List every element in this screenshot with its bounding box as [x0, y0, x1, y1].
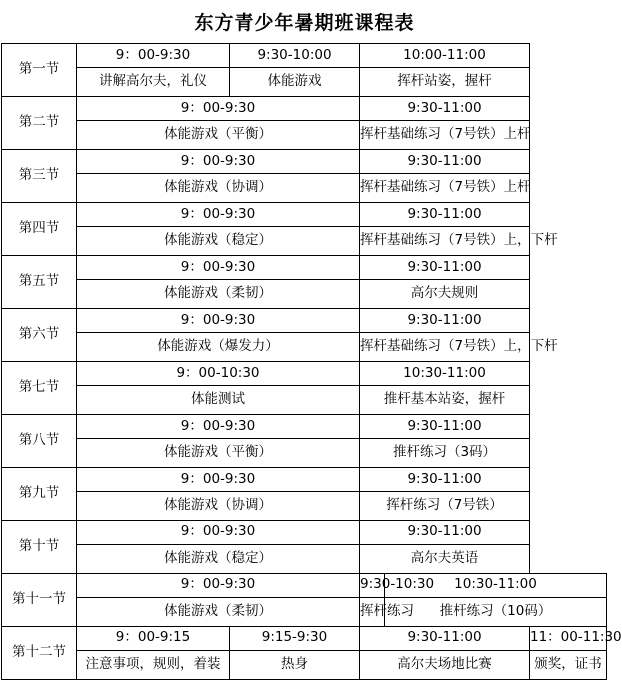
slot-time: 9：00-9:30	[77, 467, 360, 491]
slot-time: 9：00-10:30	[77, 361, 360, 385]
table-row	[2, 573, 607, 597]
slot-time: 9：00-9:30	[77, 44, 230, 68]
slot-activity: 体能游戏（柔韧）	[77, 279, 360, 308]
slot-activity: 体能游戏（稳定）	[77, 544, 360, 573]
section-label: 第七节	[2, 361, 77, 414]
slot-time: 9:30-11:00	[360, 96, 530, 120]
table-row	[2, 491, 607, 520]
schedule-title: 东方青少年暑期班课程表	[194, 12, 415, 34]
slot-time: 9:30-11:00	[360, 467, 530, 491]
table-row	[2, 544, 607, 573]
table-row	[2, 650, 607, 679]
slot-time: 9：00-9:30	[77, 573, 360, 597]
slot-time: 9：00-9:15	[77, 626, 230, 650]
section-label: 第四节	[2, 202, 77, 255]
slot-activity: 推杆练习（10码）	[385, 597, 607, 626]
slot-activity: 体能游戏（协调）	[77, 173, 360, 202]
table-row	[2, 597, 607, 626]
slot-activity: 体能测试	[77, 385, 360, 414]
schedule-table	[1, 43, 622, 680]
section-label: 第一节	[2, 44, 77, 97]
slot-time: 9:30-11:00	[360, 626, 530, 650]
slot-time: 9：00-9:30	[77, 202, 360, 226]
table-row	[2, 202, 607, 226]
table-row	[2, 467, 607, 491]
slot-time: 10:00-11:00	[360, 44, 530, 68]
table-row	[2, 149, 607, 173]
table-row	[2, 361, 607, 385]
slot-time: 9:30-11:00	[360, 308, 530, 332]
table-row	[2, 520, 607, 544]
slot-time: 9:30-11:00	[360, 202, 530, 226]
section-label: 第十一节	[2, 573, 77, 626]
slot-activity: 热身	[230, 650, 360, 679]
slot-time: 9:30-10:30	[360, 573, 385, 597]
table-row	[2, 414, 607, 438]
slot-time: 9:30-11:00	[360, 520, 530, 544]
slot-activity: 体能游戏（爆发力）	[77, 332, 360, 361]
table-row	[2, 308, 607, 332]
slot-time: 9：00-9:30	[77, 149, 360, 173]
slot-activity: 挥杆练习	[360, 597, 385, 626]
slot-time: 9:30-11:00	[360, 149, 530, 173]
table-row	[2, 44, 607, 68]
table-row	[2, 67, 607, 96]
slot-activity: 挥杆站姿，握杆	[360, 67, 530, 96]
slot-activity: 推杆练习（3码）	[360, 438, 530, 467]
slot-activity: 挥杆基础练习（7号铁）上，下杆	[360, 226, 530, 255]
slot-time: 10:30-11:00	[360, 361, 530, 385]
slot-time: 9：00-9:30	[77, 96, 360, 120]
slot-time: 9:30-11:00	[360, 414, 530, 438]
slot-activity: 体能游戏（稳定）	[77, 226, 360, 255]
slot-time: 9：00-9:30	[77, 520, 360, 544]
slot-activity: 高尔夫规则	[360, 279, 530, 308]
slot-activity: 挥杆练习（7号铁）	[360, 491, 530, 520]
slot-activity: 高尔夫场地比赛	[360, 650, 530, 679]
table-row	[2, 438, 607, 467]
table-row	[2, 385, 607, 414]
section-label: 第六节	[2, 308, 77, 361]
table-row	[2, 626, 607, 650]
slot-time: 10:30-11:00	[385, 573, 607, 597]
table-row	[2, 332, 607, 361]
slot-activity: 体能游戏（平衡）	[77, 120, 360, 149]
slot-time: 9：00-9:30	[77, 308, 360, 332]
section-label: 第五节	[2, 255, 77, 308]
table-row	[2, 120, 607, 149]
table-row	[2, 279, 607, 308]
table-row	[2, 173, 607, 202]
slot-activity: 挥杆基础练习（7号铁）上，下杆	[360, 332, 530, 361]
section-label: 第十二节	[2, 626, 77, 679]
table-row	[2, 96, 607, 120]
slot-time: 9：00-9:30	[77, 414, 360, 438]
slot-activity: 挥杆基础练习（7号铁）上杆	[360, 173, 530, 202]
slot-time: 9：00-9:30	[77, 255, 360, 279]
slot-time: 11：00-11:30	[530, 626, 607, 650]
slot-time: 9:30-10:00	[230, 44, 360, 68]
slot-activity: 体能游戏（协调）	[77, 491, 360, 520]
slot-activity: 讲解高尔夫，礼仪	[77, 67, 230, 96]
slot-activity: 挥杆基础练习（7号铁）上杆	[360, 120, 530, 149]
slot-time: 9:30-11:00	[360, 255, 530, 279]
slot-activity: 推杆基本站姿，握杆	[360, 385, 530, 414]
slot-activity: 体能游戏（平衡）	[77, 438, 360, 467]
table-row	[2, 226, 607, 255]
slot-activity: 颁奖，证书	[530, 650, 607, 679]
slot-activity: 体能游戏	[230, 67, 360, 96]
slot-time: 9:15-9:30	[230, 626, 360, 650]
slot-activity: 体能游戏（柔韧）	[77, 597, 360, 626]
slot-activity: 高尔夫英语	[360, 544, 530, 573]
section-label: 第九节	[2, 467, 77, 520]
section-label: 第二节	[2, 96, 77, 149]
section-label: 第八节	[2, 414, 77, 467]
slot-activity: 注意事项，规则，着装	[77, 650, 230, 679]
section-label: 第十节	[2, 520, 77, 573]
section-label: 第三节	[2, 149, 77, 202]
table-row	[2, 255, 607, 279]
